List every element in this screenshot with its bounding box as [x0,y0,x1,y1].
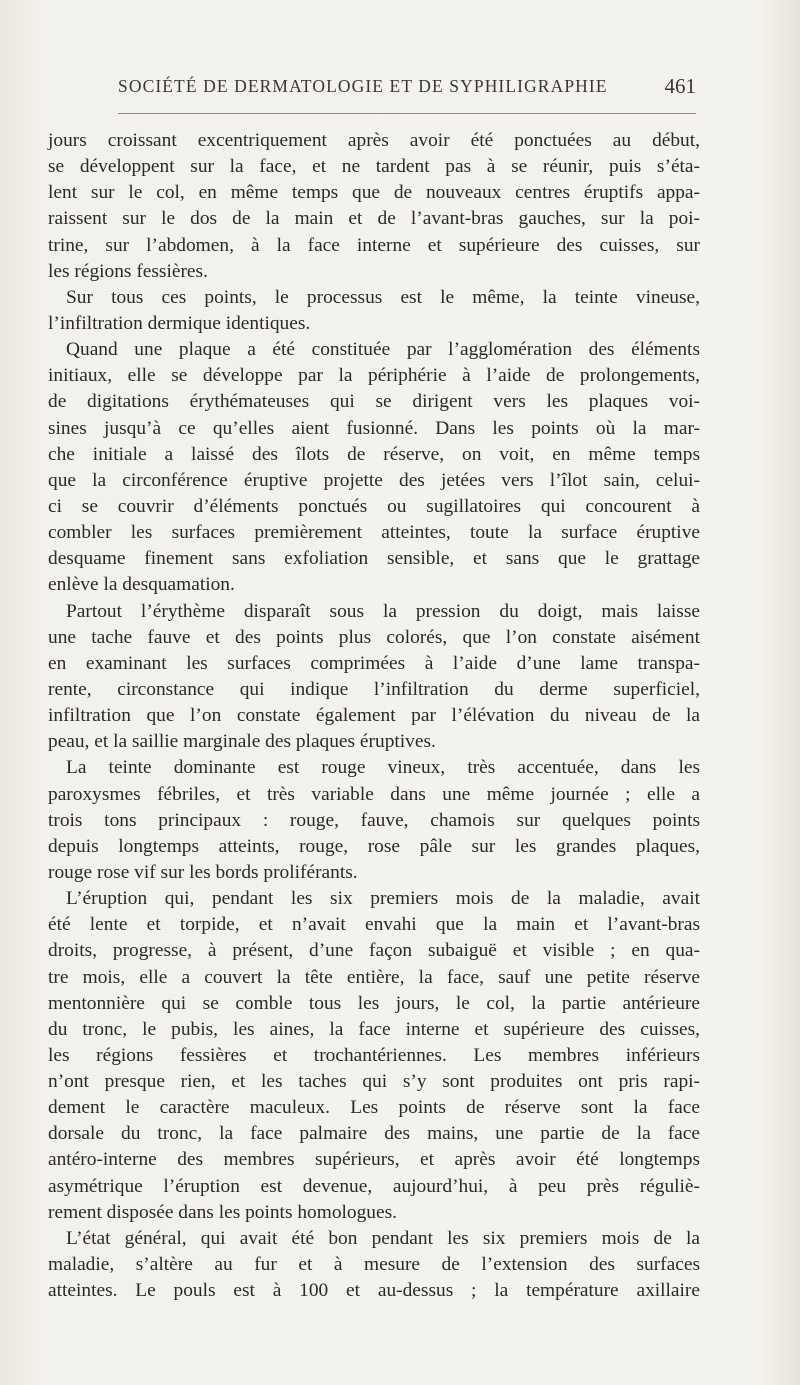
text-line: dement le caractère maculeux. Les points de réserve sont la face [48,1097,700,1119]
text-line: rente, circonstance qui indique l’infiltration du derme superficiel, [48,678,700,700]
text-line: atteintes. Le pouls est à 100 et au-dessus ; la température axillaire [48,1280,700,1302]
text-line: paroxysmes fébriles, et très variable dans une même journée ; elle a [48,783,700,805]
text-line: sines jusqu’à ce qu’elles aient fusionné. Dans les points où la mar- [48,417,700,439]
text-line: raissent sur le dos de la main et de l’avant-bras gauches, sur la poi- [48,208,700,230]
text-line: asymétrique l’éruption est devenue, aujourd’hui, à peu près réguliè- [48,1175,700,1197]
text-line: rement disposée dans les points homologues. [48,1201,397,1223]
page-number: 461 [664,74,696,98]
paragraph [48,599,700,756]
paragraph [48,886,700,1226]
page-header [118,74,696,100]
text-line: tre mois, elle a couvert la tête entière, la face, sauf une petite réserve [48,966,700,988]
text-line: Quand une plaque a été constituée par l’agglomération des éléments [66,339,700,361]
text-line: l’infiltration dermique identiques. [48,312,311,334]
text-line: les régions fessières. [48,260,208,282]
text-line: maladie, s’altère au fur et à mesure de l’extension des surfaces [48,1254,700,1276]
text-line: dorsale du tronc, la face palmaire des mains, une partie de la face [48,1123,700,1145]
text-line: lent sur le col, en même temps que de nouveaux centres éruptifs appa- [48,182,700,204]
text-line: initiaux, elle se développe par la périphérie à l’aide de prolongements, [48,365,700,387]
text-line: n’ont presque rien, et les taches qui s’y sont produites ont pris rapi- [48,1071,700,1093]
text-line: trois tons principaux : rouge, fauve, chamois sur quelques points [48,809,700,831]
text-line: L’éruption qui, pendant les six premiers mois de la maladie, avait [66,888,700,910]
text-line: ci se couvrir d’éléments ponctués ou sugillatoires qui concourent à [48,495,700,517]
text-line: du tronc, le pubis, les aines, la face interne et supérieure des cuisses, [48,1018,700,1040]
text-line: L’état général, qui avait été bon pendant les six premiers mois de la [66,1227,700,1249]
text-line: mentonnière qui se comble tous les jours, le col, la partie antérieure [48,992,700,1014]
text-line: que la circonférence éruptive projette des jetées vers l’îlot sain, celui- [48,469,700,491]
text-line: été lente et torpide, et n’avait envahi que la main et l’avant-bras [48,914,700,936]
text-line: se développent sur la face, et ne tardent pas à se réunir, puis s’éta- [48,156,700,178]
text-line: enlève la desquamation. [48,574,235,596]
paragraph [48,128,700,285]
text-line: infiltration que l’on constate également par l’élévation du niveau de la [48,705,700,727]
text-line: en examinant les surfaces comprimées à l’aide d’une lame transpa- [48,652,700,674]
text-line: combler les surfaces premièrement atteintes, toute la surface éruptive [48,522,700,544]
paragraph [48,1226,700,1304]
paragraph [48,755,700,886]
text-line: antéro-interne des membres supérieurs, et après avoir été longtemps [48,1149,700,1171]
text-line: peau, et la saillie marginale des plaques éruptives. [48,731,436,753]
text-line: La teinte dominante est rouge vineux, très accentuée, dans les [66,757,700,779]
text-line: droits, progresse, à présent, d’une façon subaiguë et visible ; en qua- [48,940,700,962]
text-line: rouge rose vif sur les bords proliférants. [48,861,358,883]
paragraph [48,337,700,598]
header-rule [118,113,696,114]
running-title: SOCIÉTÉ DE DERMATOLOGIE ET DE SYPHILIGRAPHIE [118,76,608,96]
text-line: Partout l’érythème disparaît sous la pression du doigt, mais laisse [66,600,700,622]
text-line: che initiale a laissé des îlots de réserve, on voit, en même temps [48,443,700,465]
text-line: de digitations érythémateuses qui se dirigent vers les plaques voi- [48,391,700,413]
text-line: une tache fauve et des points plus colorés, que l’on constate aisément [48,626,700,648]
text-line: desquame finement sans exfoliation sensible, et sans que le grattage [48,548,700,570]
text-line: jours croissant excentriquement après avoir été ponctuées au début, [48,130,700,151]
paragraph [48,285,700,337]
body-text [48,128,700,1304]
text-line: depuis longtemps atteints, rouge, rose pâle sur les grandes plaques, [48,835,700,857]
text-line: trine, sur l’abdomen, à la face interne et supérieure des cuisses, sur [48,234,700,256]
text-line: les régions fessières et trochantériennes. Les membres inférieurs [48,1044,700,1066]
text-line: Sur tous ces points, le processus est le même, la teinte vineuse, [66,286,700,308]
